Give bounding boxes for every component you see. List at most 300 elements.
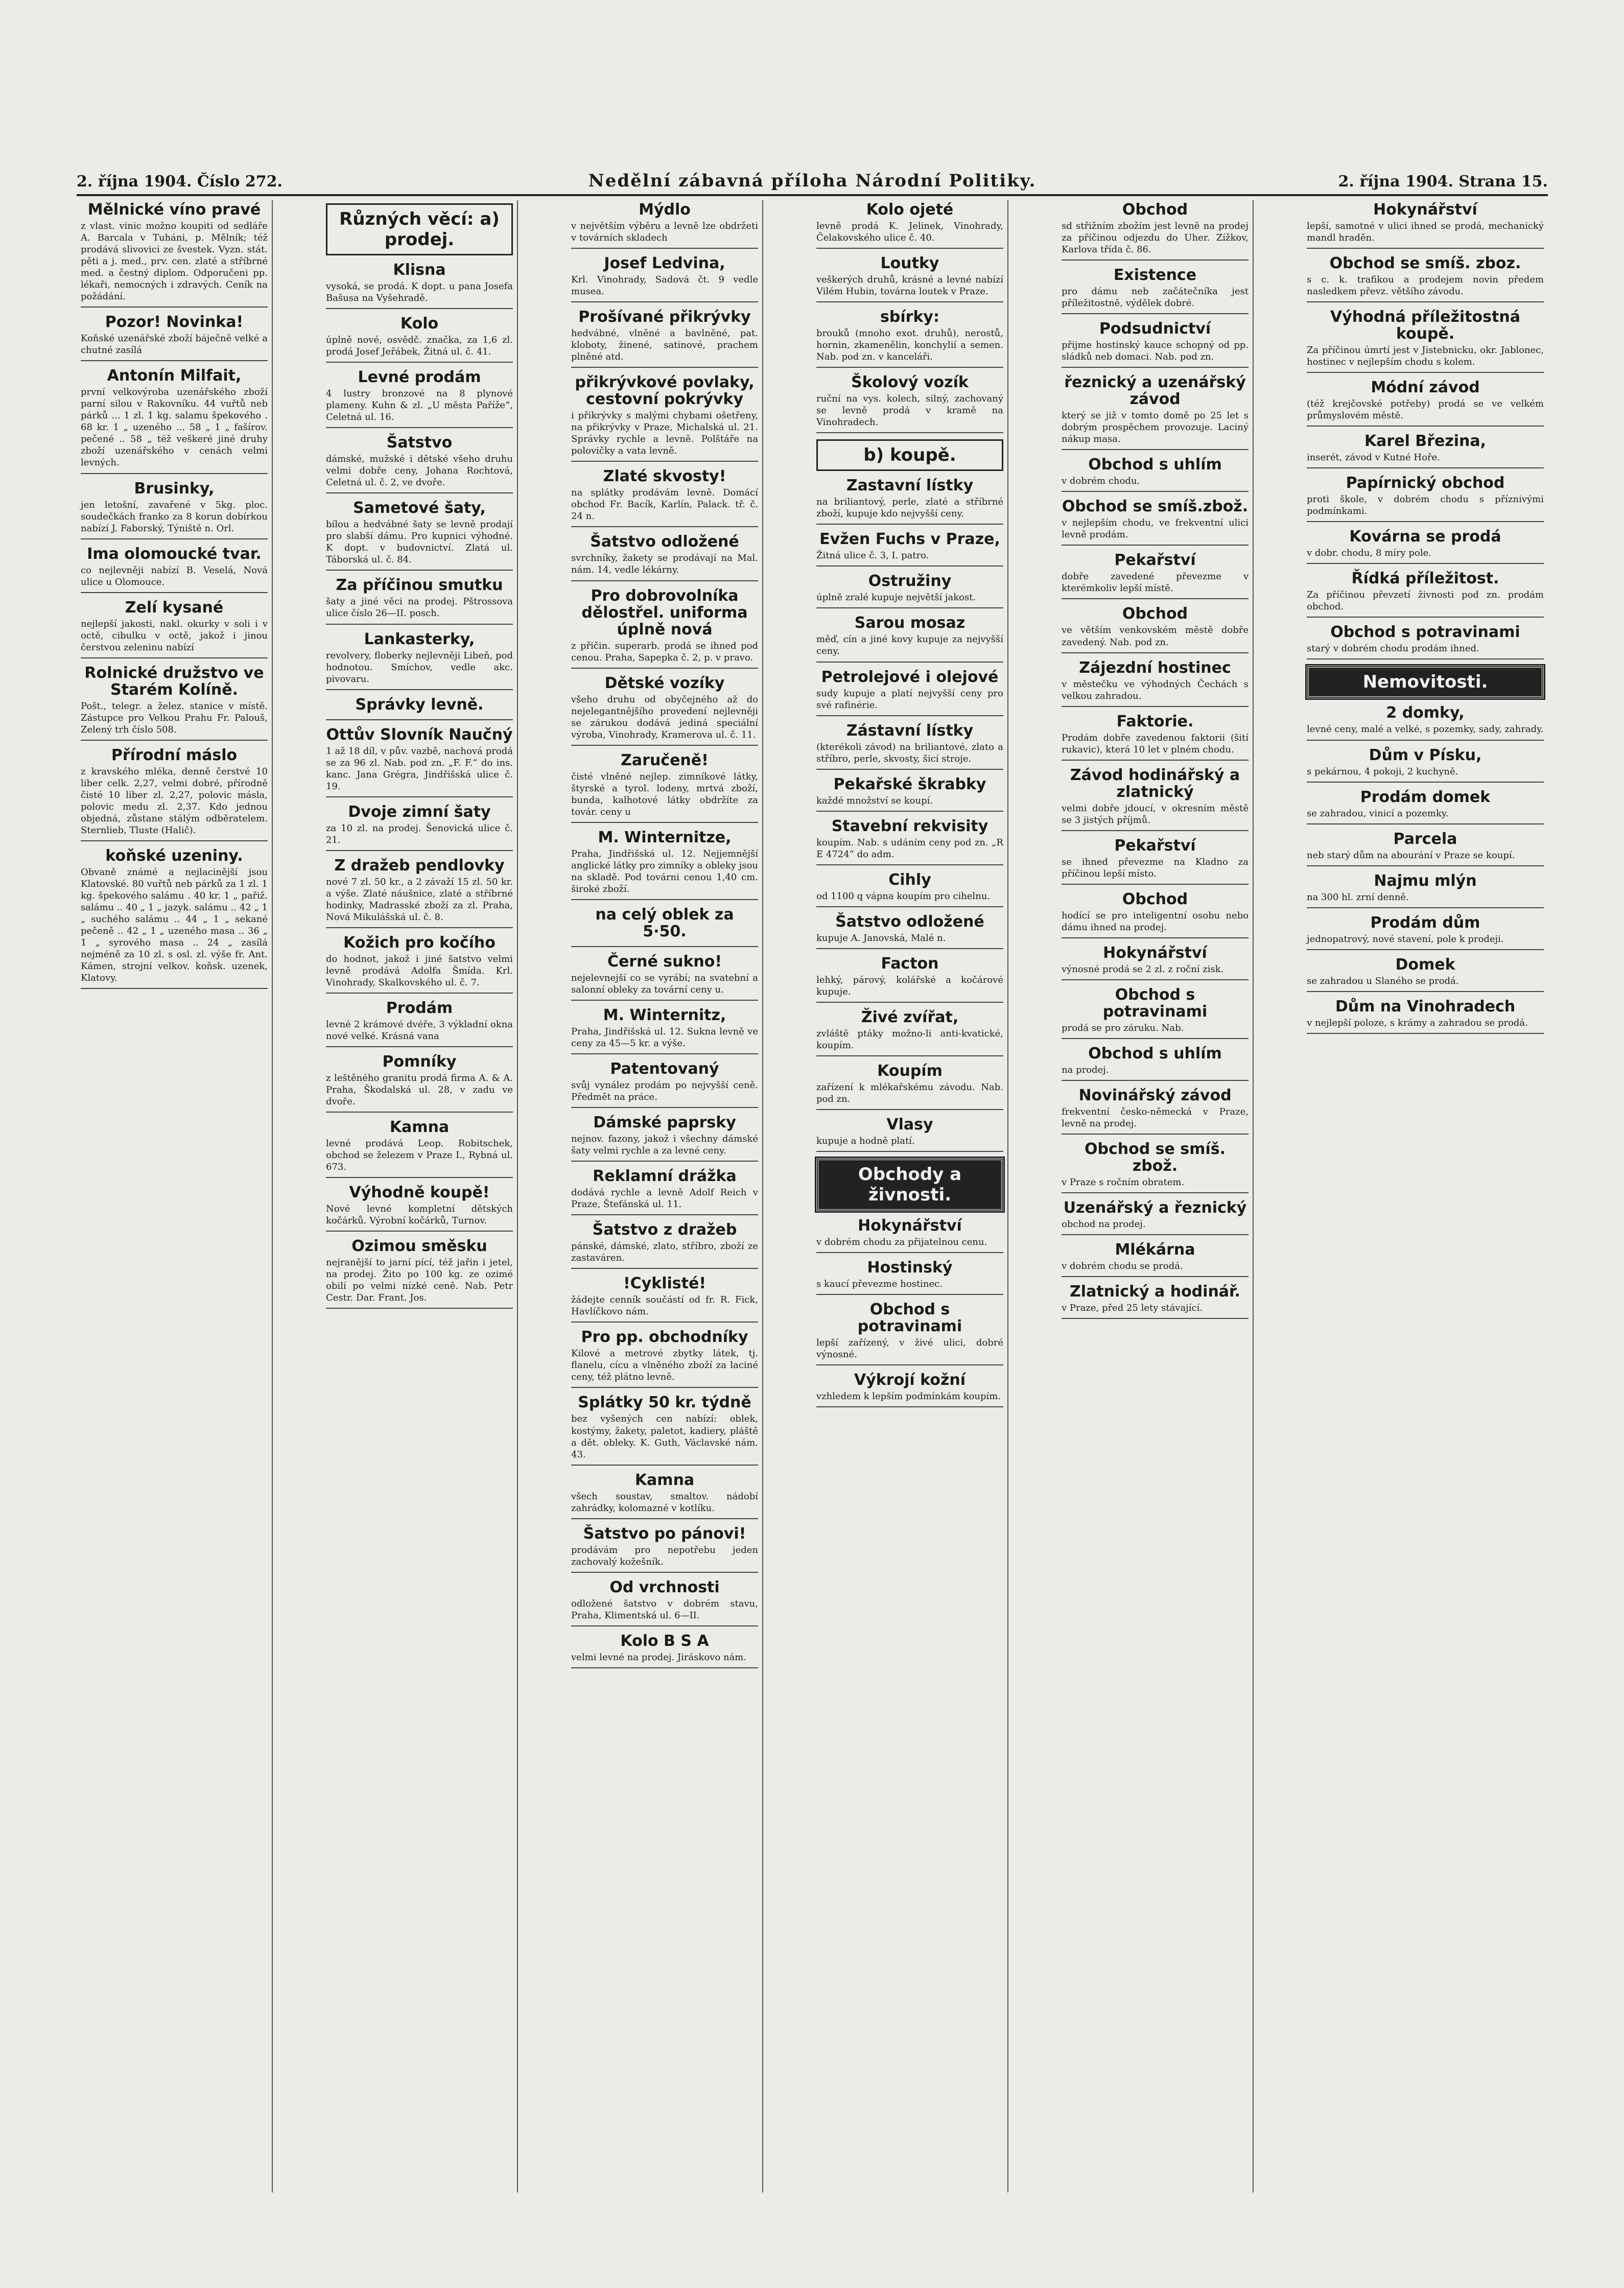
ad-body: sd střižním zbožím jest levně na prodej za příčinou odjezdu do Uher. Zížkov, Karlova třída č. 86. (1062, 221, 1249, 255)
ad-heading: Splátky 50 kr. týdně (578, 1394, 751, 1412)
ad-body: ruční na vys. kolech, silný, zachovaný se levně prodá v kramě na Vinohradech. (816, 393, 1003, 428)
ad-body: lepší, samotné v ulici ihned se prodá, mechanický mandl hraděn. (1307, 221, 1544, 244)
ad-body: veškerých druhů, krásné a levné nabízí Vilém Hubin, továrna loutek v Praze. (816, 274, 1003, 297)
ad-heading: Hokynářství (858, 1217, 962, 1235)
ad-body: hodící se pro inteligentní osobu nebo dámu ihned na prodej. (1062, 910, 1249, 933)
ad-heading: Antonín Milfait, (107, 367, 242, 385)
classified-ad (1307, 789, 1544, 824)
classified-ad (326, 1119, 513, 1178)
ad-heading: Obchod se smíš. zboz. (1329, 254, 1521, 273)
ad-heading: Obchod (1122, 605, 1188, 623)
classified-ad (81, 665, 268, 741)
ad-heading: Rolnické družstvo ve Starém Kolíně. (84, 664, 264, 699)
ad-body: pro dámu neb začátečníka jest příležitostně, výdělek dobré. (1062, 286, 1249, 309)
classified-ad (326, 804, 513, 851)
header-date-page: 2. října 1904. Strana 15. (1338, 173, 1548, 191)
classified-ad (571, 1221, 758, 1269)
ad-heading: M. Winternitze, (598, 828, 732, 846)
ad-heading: Prodám (386, 999, 453, 1017)
ad-heading: Živé zvířat, (861, 1008, 959, 1026)
ad-body: vysoká, se prodá. K dopt. u pana Josefa Bašusa na Vyšehradě. (326, 281, 513, 304)
ad-heading: Přírodní máslo (111, 746, 238, 764)
ad-heading: Faktorie. (1116, 712, 1194, 730)
ad-body: na prodej. (1062, 1064, 1109, 1075)
ad-heading: Hokynářství (1373, 201, 1477, 219)
ad-body: (též krejčovské potřeby) prodá se ve velkém průmyslovém městě. (1307, 398, 1544, 421)
ad-body: Obvaně známé a nejlacinější jsou Klatovské. 80 vuřtů neb párků za 1 zl. 1 kg. špekového salámu . 40 kr. 1 „ pařiž. salámu .. 40 „ 1 „ jazyk. salámu .. 42 „ 1 „ suchého salámu .. 44 „ 1 „ sekané pečeně .. 42 „ 1 „ uzeného masa .. 36 „ 1 „ syrového masa .. 24 „ zasílá nejméně za 10 zl. s osl. zl. výše fr. Ant. Kámen, strojní velkov. koňsk. uzenek, Klatovy. (81, 867, 268, 984)
classified-ad (816, 1009, 1003, 1056)
classified-ad (1307, 747, 1544, 783)
ad-heading: Kolo ojeté (866, 201, 954, 219)
column-6 (1303, 200, 1548, 2192)
ad-heading: Černé sukno! (607, 952, 722, 971)
ad-heading: Šatstvo (386, 434, 453, 452)
ad-body: v největším výběru a levně lze obdržeti v továrních skladech (571, 221, 758, 244)
ad-heading: Obchod s uhlím (1088, 1044, 1222, 1063)
ad-body: s kaucí převezme hostinec. (816, 1279, 943, 1290)
ad-heading: Od vrchnosti (609, 1578, 720, 1596)
ad-body: dobře zavedené převezme v kterémkoliv lepší místě. (1062, 571, 1249, 594)
ad-heading: Patentovaný (610, 1060, 719, 1078)
classified-ad (571, 752, 758, 823)
classified-ad (571, 1168, 758, 1215)
ad-body: Za příčinou převzetí živnosti pod zn. prodám obchod. (1307, 589, 1544, 612)
ad-body: v dobrém chodu se prodá. (1062, 1261, 1183, 1272)
classified-ad (816, 1217, 1003, 1253)
section-heading: Nemovitosti. (1307, 666, 1544, 698)
classified-ad (326, 500, 513, 571)
ad-heading: Mělnické víno pravé (87, 201, 261, 219)
ad-body: nové 7 zl. 50 kr., a 2 závaží 15 zl. 50 kr. a výše. Zlaté náušnice, zlaté a stříbrné hodinky, Madrasské zboží za zl. Praha, Nová Mikulášská ul. č. 8. (326, 876, 513, 923)
column-4 (812, 200, 1008, 2192)
classified-ad (816, 201, 1003, 249)
ad-body: koupím. Nab. s udáním ceny pod zn. „R E 4724“ do adm. (816, 837, 1003, 860)
ad-body: nejranější to jarní pící, též jařin i jetel, na prodej. Žito po 100 kg. ze ozimé obilí po velmi nízké ceně. Nab. Petr Cestr. Dar. Frant. Jos. (326, 1257, 513, 1304)
classified-ad (1307, 255, 1544, 302)
classified-ad (326, 434, 513, 493)
classified-ad (816, 871, 1003, 907)
classified-ad (1307, 433, 1544, 468)
classified-ad (1307, 379, 1544, 427)
ad-heading: Dům v Písku, (1369, 746, 1482, 764)
ad-heading: Pekařství (1114, 836, 1196, 855)
ad-body: v Praze, před 25 lety stávající. (1062, 1303, 1203, 1314)
ad-heading: Petrolejové i olejové (821, 668, 999, 686)
ad-heading: Z dražeb pendlovky (334, 856, 505, 875)
classified-ad (816, 255, 1003, 302)
ad-body: proti škole, v dobrém chodu s příznivými podmínkami. (1307, 494, 1544, 517)
ad-heading: Kamna (389, 1118, 450, 1137)
classified-ad (1062, 605, 1249, 653)
classified-ad (816, 1116, 1003, 1152)
header-title: Nedělní zábavná příloha Národní Politiky. (588, 171, 1037, 191)
ad-body: jen letošní, zavařené v 5kg. ploc. soudečkách franko za 8 korun dobírkou nabízí J. Faborský, Týniště n. Orl. (81, 499, 268, 534)
ad-heading: Šatstvo po pánovi! (583, 1524, 746, 1543)
ad-heading: Sarou mosaz (854, 614, 966, 632)
ad-body: vzhledem k lepším podmínkám koupím. (816, 1391, 1001, 1402)
ad-body: Koňské uzenářské zboží báječně velké a chutné zasílá (81, 333, 268, 356)
classified-ad (326, 577, 513, 624)
classified-ad (1062, 1199, 1249, 1235)
ad-body: se zahradou u Slaného se prodá. (1307, 975, 1459, 986)
classified-ad (1307, 831, 1544, 866)
ad-body: z kravského mléka, denně čerstvé 10 liber celk. 2,27, velmi dobré, přírodně čisté 10 liber zl. 2,27, polovic másla, polovic medu zl. 2,37. Kdo jednou objedná, zůstane stálým odběratelem. Sternlieb, Tluste (Halič). (81, 766, 268, 836)
classified-ad (571, 587, 758, 669)
ad-body: Prodám dobře zavedenou faktorii (šití rukavic), která 10 let v plném chodu. (1062, 732, 1249, 755)
classified-ad (326, 631, 513, 690)
classified-ad (571, 468, 758, 527)
classified-ad (1062, 767, 1249, 831)
classified-ad (571, 675, 758, 746)
classified-ad (816, 818, 1003, 865)
ad-heading: Obchod se smíš. zbož. (1085, 1140, 1226, 1175)
classified-ad (571, 829, 758, 900)
classified-ad (816, 573, 1003, 608)
classified-ad (1307, 956, 1544, 992)
ad-heading: Ozimou směsku (351, 1237, 487, 1256)
classified-ad (81, 314, 268, 361)
classified-ad (1307, 914, 1544, 950)
ad-body: za 10 zl. na prodej. Šenovická ulice č. 21. (326, 822, 513, 845)
classified-ad (816, 615, 1003, 662)
ad-body: lehký, párový, kolářské a kočárové kupuje. (816, 974, 1003, 997)
classified-ad (81, 546, 268, 593)
ad-heading: Karel Březina, (1364, 432, 1487, 451)
ad-body: z přičin. superarb. prodá se ihned pod cenou. Praha, Sapepka č. 2, p. v pravo. (571, 640, 758, 663)
ad-heading: Brusinky, (134, 479, 215, 498)
ad-heading: Za příčinou smutku (336, 576, 503, 595)
ad-heading: Mýdlo (639, 201, 691, 219)
classified-ad (816, 1372, 1003, 1407)
classified-ad (816, 722, 1003, 770)
column-2 (322, 200, 518, 2192)
ad-heading: Levné prodám (358, 368, 481, 387)
ad-body: v dobrém chodu za přijatelnou cenu. (816, 1237, 987, 1247)
classified-ad (1062, 498, 1249, 546)
ad-body: lepší zařízený, v živé ulici, dobré výnosné. (816, 1337, 1003, 1360)
ad-body: z leštěného granitu prodá firma A. & A. Praha, Škodalská ul. 28, v zadu ve dvoře. (326, 1073, 513, 1107)
classified-ad (1307, 704, 1544, 740)
ad-heading: koňské uzeniny. (105, 847, 243, 865)
ad-heading: Zaručeně! (621, 751, 709, 769)
ad-body: dámské, mužské i dětské všeho druhu velmi dobře ceny, Johana Rochtová, Celetná ul. č. 2, ve dvoře. (326, 454, 513, 488)
ad-heading: Najmu mlýn (1374, 871, 1477, 890)
classified-ad (571, 533, 758, 581)
classified-ad (571, 255, 758, 302)
ad-heading: Obchod se smíš.zbož. (1062, 498, 1249, 516)
ad-heading: sbírky: (880, 308, 939, 326)
classified-ad (1062, 320, 1249, 368)
ad-body: nejlepší jakosti, nakl. okurky v soli i v octě, cibulku v octě, jakož i jinou čerstvou zeleninu nabízí (81, 618, 268, 653)
ad-heading: Hostinský (867, 1259, 953, 1277)
classified-ad (81, 367, 268, 474)
classified-ad (81, 847, 268, 989)
ad-heading: Pekařství (1114, 551, 1196, 570)
classified-ad (1062, 659, 1249, 707)
classified-ad (816, 955, 1003, 1003)
classified-ad (1307, 475, 1544, 522)
ad-body: všech soustav, smaltov. nádobí zahrádky, kolomazné v kotlíku. (571, 1491, 758, 1514)
ad-body: jednopatrový, nové stavení, pole k prodeji. (1307, 933, 1504, 945)
page-header (77, 169, 1548, 196)
ad-heading: Kožich pro kočího (343, 933, 496, 952)
ad-body: výnosné prodá se 2 zl. z roční zisk. (1062, 963, 1224, 975)
ad-body: úplně nové, osvědč. značka, za 1,6 zl. prodá Josef Jeřábek, Žitná ul. č. 41. (326, 335, 513, 358)
ad-body: s c. k. trafikou a prodejem novin předem nasledkem převz. většího závodu. (1307, 274, 1544, 297)
ad-body: z vlast. vinic možno koupiti od sedláře A. Barcala v Tuháni, p. Mělník; též prodává slivovici ze švestek. Vyzn. stát. pěti a j. med., prv. cen. zlaté a stříbrné med. a čestný diplom. Odporučeni pp. lékaři, nemocných i zdravých. Ceník na požádání. (81, 221, 268, 302)
ad-heading: Evžen Fuchs v Praze, (819, 530, 1000, 549)
ad-heading: Obchod (1122, 201, 1188, 219)
ad-body: levné ceny, malé a velké, s pozemky, sady, zahrady. (1307, 724, 1544, 735)
ad-heading: Papírnický obchod (1346, 474, 1505, 492)
column-5 (1057, 200, 1254, 2192)
classified-ad (326, 696, 513, 720)
classified-ad (816, 477, 1003, 525)
ad-heading: Domek (1395, 955, 1455, 974)
ad-heading: Dámské paprsky (593, 1114, 736, 1132)
classified-ad (1307, 872, 1544, 908)
ad-body: nejelevnejší co se vyrábí; na svatební a salonní obleky za tovární ceny u. (571, 972, 758, 995)
classified-ad (816, 1063, 1003, 1110)
ad-body: do hodnot, jakož i jiné šatstvo velmi levně prodává Adolfa Šmída. Krl. Vinohrady, Skalkovského ul. č. 7. (326, 953, 513, 988)
ad-body: v Praze s ročním obratem. (1062, 1177, 1185, 1188)
ad-heading: Kolo B S A (620, 1632, 709, 1650)
classified-ad (1062, 201, 1249, 261)
section-heading: Různých věcí: a) prodej. (326, 203, 513, 255)
classified-ad (571, 309, 758, 368)
ad-body: se zahradou, vinicí a pozemky. (1307, 808, 1449, 819)
ad-body: ve větším venkovském městě dobře zavedený. Nab. pod zn. (1062, 625, 1249, 648)
classified-ad (1062, 713, 1249, 761)
ad-heading: Sametové šaty, (353, 499, 486, 517)
ad-body: čisté vlněné nejlep. zimníkové látky, štyrské a tyrol. lodeny, mrtvá zboží, bunda, kalhotové látky obdržíte za továr. ceny u (571, 771, 758, 817)
ad-body: každé množství se koupí. (816, 795, 933, 806)
ad-body: v dobr. chodu, 8 míry pole. (1307, 548, 1431, 559)
classified-ad (571, 1472, 758, 1519)
classified-ad (571, 1579, 758, 1626)
ad-body: levné 2 krámové dvéře, 3 výkladní okna nové velké. Krásná vana (326, 1019, 513, 1042)
ad-body: bílou a hedvábné šaty se levně prodají pro slabší dámu. Pro kupnici výhodné. K dopt. v budovnictví. Zlatá ul. Táborská ul. č. 84. (326, 519, 513, 565)
classified-ad (326, 1238, 513, 1309)
ad-heading: přikrývkové povlaky, cestovní pokrývky (575, 373, 755, 409)
classified-ad (1307, 201, 1544, 249)
ad-heading: Pekařské škrabky (833, 775, 986, 793)
section-heading: Obchody a živnosti. (816, 1158, 1003, 1211)
ad-columns (77, 200, 1548, 2192)
ad-body: první velkovýroba uzenářského zboží parní silou v Rakovníku. 44 vuřtů neb párků ... 1 zl. 1 kg. salamu špekového . 68 kr. 1 „ uzeného ... 58 „ 1 „ fašírov. pečené .. 58 „ též veškeré jiné druhy zboží uzenářského v cenách velmi levných. (81, 387, 268, 468)
ad-heading: Pomníky (382, 1053, 457, 1071)
ad-heading: Závod hodinářský a zlatnický (1070, 766, 1240, 801)
classified-ad (1062, 837, 1249, 885)
ad-body: pánské, dámské, zlato, stříbro, zboží ze zastaváren. (571, 1241, 758, 1264)
ad-body: hedvábné, vlněné a bavlněné, pat. kloboty, žinené, satinové, prachem plněné atd. (571, 328, 758, 363)
classified-ad (1307, 309, 1544, 373)
ad-body: dodává rychle a levně Adolf Reich v Praze, Štefánská ul. 11. (571, 1187, 758, 1210)
ad-heading: Zelí kysané (125, 598, 224, 617)
classified-ad (571, 1275, 758, 1323)
ad-heading: Zájezdní hostinec (1079, 658, 1231, 677)
classified-ad (571, 1060, 758, 1108)
ad-heading: řeznický a uzenářský závod (1064, 373, 1246, 409)
ad-body: obchod na prodej. (1062, 1219, 1146, 1230)
classified-ad (571, 201, 758, 249)
ad-body: odložené šatstvo v dobrém stavu, Praha, Klimentská ul. 6—II. (571, 1598, 758, 1621)
ad-heading: Koupím (877, 1062, 943, 1080)
classified-ad (1062, 1045, 1249, 1081)
ad-body: Kilové a metrové zbytky látek, tj. flanelu, cícu a vlněného zboží za laciné ceny, též plátno levně. (571, 1348, 758, 1383)
ad-heading: Šatstvo z dražeb (592, 1221, 737, 1239)
classified-ad (1062, 1283, 1249, 1319)
ad-body: přijme hostinský kauce schopný od pp. sládků neb domaci. Nab. pod zn. (1062, 340, 1249, 363)
newspaper-page (77, 169, 1548, 2197)
ad-heading: Obchod s potravinami (1330, 623, 1520, 642)
ad-heading: Lankasterky, (364, 630, 475, 648)
classified-ad (571, 953, 758, 1001)
ad-heading: na celý oblek za 5·50. (595, 905, 734, 940)
ad-heading: Prodám domek (1360, 788, 1491, 806)
ad-heading: Ottův Slovník Naučný (326, 725, 513, 744)
classified-ad (1307, 998, 1544, 1034)
ad-heading: Josef Ledvina, (604, 254, 725, 273)
column-1 (77, 200, 273, 2192)
ad-body: svůj vynález prodám po nejvyšší ceně. Předmět na práce. (571, 1080, 758, 1103)
ad-heading: Zlatnický a hodinář. (1070, 1283, 1240, 1301)
classified-ad (1062, 374, 1249, 450)
ad-heading: Ima olomoucké tvar. (87, 545, 262, 563)
ad-heading: Prodám dům (1370, 913, 1480, 932)
classified-ad (1062, 456, 1249, 492)
ad-heading: Uzenářský a řeznický (1063, 1199, 1247, 1217)
classified-ad (816, 669, 1003, 716)
ad-body: prodávám pro nepotřebu jeden zachovalý kožešník. (571, 1544, 758, 1567)
ad-heading: Novinářský závod (1078, 1086, 1232, 1104)
classified-ad (1062, 945, 1249, 980)
ad-body: měď, cín a jiné kovy kupuje za nejvyšší ceny. (816, 634, 1003, 657)
classified-ad (816, 913, 1003, 949)
ad-body: na splátky prodávám levně. Domácí obchod Fr. Bacík, Karlín, Palack. tř. č. 24 n. (571, 487, 758, 522)
ad-body: levně prodá K. Jelinek, Vinohrady, Čelakovského ulice č. 40. (816, 221, 1003, 244)
classified-ad (81, 201, 268, 308)
ad-body: žádejte cenník součástí od fr. R. Fick, Havlíčkovo nám. (571, 1294, 758, 1317)
classified-ad (571, 906, 758, 947)
ad-heading: Klisna (393, 261, 446, 279)
ad-body: kupuje A. Janovská, Malé n. (816, 932, 946, 943)
classified-ad (571, 1394, 758, 1465)
ad-heading: Obchod s potravinami (1102, 985, 1208, 1021)
ad-body: neb starý dům na abourání v Praze se koupí. (1307, 850, 1515, 861)
ad-body: všeho druhu od obyčejného až do nejelegantnějšího provedení nejlevněji se zárukou dodává jediná speciální výroba, Vinohrady, Kramerova ul. č. 11. (571, 694, 758, 740)
ad-body: od 1100 q vápna koupím pro cihelnu. (816, 890, 991, 902)
ad-heading: Správky levně. (355, 695, 484, 714)
ad-body: šaty a jiné věci na prodej. Pštrossova ulice číslo 26—II. posch. (326, 596, 513, 619)
classified-ad (81, 599, 268, 658)
ad-heading: M. Winternitz, (603, 1006, 726, 1024)
ad-heading: Šatstvo odložené (835, 912, 984, 931)
ad-body: v nejlepším chodu, ve frekventní ulici levně prodám. (1062, 517, 1249, 540)
ad-body: bez vyšených cen nabízí: oblek, kostýmy, žakety, paletot, kadiery, pláště a dět. obleky. K. Guth, Václavské nám. 43. (571, 1413, 758, 1460)
ad-body: s pekárnou, 4 pokoji, 2 kuchyně. (1307, 766, 1458, 777)
classified-ad (816, 309, 1003, 368)
ad-heading: Hokynářství (1103, 943, 1207, 962)
ad-heading: Prošívané přikrývky (578, 308, 751, 326)
ad-body: nejnov. fazony, jakož i všechny dámské šaty velmi rychle a za levné ceny. (571, 1134, 758, 1157)
classified-ad (816, 374, 1003, 433)
ad-body: revolvery, floberky nejlevněji Libeň, pod hodnotou. Smíchov, vedle akc. pivovaru. (326, 650, 513, 685)
ad-heading: Řídká příležitost. (1351, 570, 1499, 588)
ad-heading: Dům na Vinohradech (1335, 997, 1516, 1016)
ad-body: zvláště ptáky možno-li anti-kvatické, koupím. (816, 1028, 1003, 1051)
ad-body: prodá se pro záruku. Nab. (1062, 1022, 1184, 1033)
classified-ad (1062, 552, 1249, 599)
header-date-issue: 2. října 1904. Číslo 272. (77, 173, 283, 191)
section-heading: b) koupě. (816, 439, 1003, 471)
classified-ad (1307, 624, 1544, 659)
ad-body: Žitná ulice č. 3, I. patro. (816, 550, 929, 561)
ad-heading: Facton (881, 954, 939, 973)
ad-body: i přikrývky s malými chybami ošetřeny, na přikrývky v Praze, Michalská ul. 21. Správky rychle a levně. Polštáře na polovičky a vata levně. (571, 410, 758, 457)
classified-ad (571, 1114, 758, 1162)
ad-body: starý v dobrém chodu prodám ihned. (1307, 643, 1479, 654)
ad-body: se ihned převezme na Kladno za příčinou lepší místo. (1062, 856, 1249, 879)
classified-ad (326, 726, 513, 797)
ad-heading: Kamna (634, 1471, 695, 1489)
ad-heading: Vlasy (886, 1115, 933, 1134)
ad-body: v dobrém chodu. (1062, 476, 1140, 487)
classified-ad (81, 747, 268, 841)
ad-heading: Zlaté skvosty! (603, 467, 726, 486)
ad-heading: Reklamní drážka (593, 1167, 737, 1186)
ad-heading: Šatstvo odložené (590, 533, 739, 551)
ad-heading: Výkrojí kožní (854, 1371, 966, 1389)
ad-body: Pošt., telegr. a želez. stanice v místě. Zástupce pro Velkou Prahu Fr. Palouš, Zelený trh číslo 508. (81, 700, 268, 735)
classified-ad (326, 262, 513, 309)
ad-heading: Dvoje zimní šaty (348, 803, 491, 821)
ad-body: levné prodává Leop. Robitschek, obchod se železem v Praze I., Rybná ul. 673. (326, 1138, 513, 1173)
classified-ad (326, 369, 513, 428)
ad-heading: Podsudnictví (1099, 320, 1211, 338)
ad-heading: Parcela (1393, 830, 1457, 848)
ad-heading: 2 domky, (1386, 704, 1465, 722)
classified-ad (326, 1053, 513, 1113)
ad-heading: Výhodná příležitostná koupě. (1330, 308, 1520, 343)
classified-ad (326, 934, 513, 994)
classified-ad (326, 857, 513, 928)
ad-heading: Výhodně koupě! (349, 1184, 490, 1202)
ad-heading: Obchod s potravinami (857, 1301, 962, 1336)
classified-ad (571, 1525, 758, 1573)
classified-ad (1307, 570, 1544, 618)
ad-heading: Dětské vozíky (604, 674, 725, 692)
ad-body: (kterékoli závod) na briliantové, zlato a stříbro, perle, skvosty, šicí stroje. (816, 741, 1003, 764)
ad-body: brouků (mnoho exot. druhů), nerostů, hornin, zkamenělin, konchylií a semen. Nab. pod zn. v kanceláři. (816, 328, 1003, 363)
ad-heading: Školový vozík (851, 373, 969, 392)
ad-heading: !Cyklisté! (623, 1275, 706, 1293)
ad-heading: Pro dobrovolníka dělostřel. uniforma úplně nová (581, 586, 748, 639)
ad-heading: Pro pp. obchodníky (581, 1328, 748, 1347)
classified-ad (571, 1329, 758, 1388)
classified-ad (81, 480, 268, 539)
ad-body: svrchníky, žakety se prodávají na Mal. nám. 14, vedle lékárny. (571, 553, 758, 576)
ad-body: na briliantový, perle, zlaté a stříbrné zboží, kupuje kdo nejvyšší ceny. (816, 497, 1003, 520)
classified-ad (326, 315, 513, 363)
classified-ad (326, 1000, 513, 1047)
ad-heading: Pozor! Novinka! (105, 313, 244, 332)
classified-ad (1062, 1141, 1249, 1193)
ad-body: co nejlevněji nabízí B. Veselá, Nová ulice u Olomouce. (81, 564, 268, 587)
ad-body: inserét, závod v Kutné Hoře. (1307, 452, 1440, 463)
ad-body: na 300 hl. zrní denně. (1307, 891, 1409, 903)
ad-body: Za příčinou úmrtí jest v Jistebnicku, okr. Jablonec, hostinec v nejlepším chodu s kolem. (1307, 345, 1544, 368)
